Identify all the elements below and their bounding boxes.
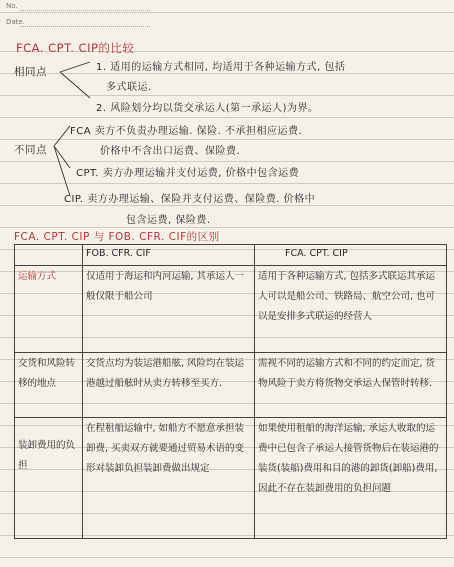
diff-brace-icon bbox=[52, 122, 72, 200]
fca-line-2: 价格中不含出口运费、保险费. bbox=[100, 146, 241, 157]
row-cell-fob: 交货点均为装运港船舷, 风险均在装运港越过船舷时从卖方转移至买方. bbox=[83, 353, 255, 418]
row-label: 装卸费用的负担 bbox=[15, 418, 83, 539]
date-label: Date. bbox=[6, 18, 25, 26]
same-item-1: 1. 适用的运输方式相同, 均适用于各种运输方式, 包括 bbox=[96, 62, 346, 73]
date-line bbox=[20, 26, 150, 27]
row-cell-fca: 需视不同的运输方式和不同的约定而定, 货物风险于卖方将货物交承运人保管时转移. bbox=[255, 353, 447, 418]
same-item-1-cont: 多式联运. bbox=[106, 82, 152, 93]
header-cell-fca: FCA. CPT. CIP bbox=[255, 245, 447, 266]
same-label: 相同点 bbox=[14, 66, 47, 78]
page-title: FCA. CPT. CIP的比较 bbox=[16, 41, 135, 55]
row-cell-fob: 仅适用于海运和内河运输, 其承运人一般仅限于船公司 bbox=[83, 266, 255, 353]
table-row bbox=[15, 266, 447, 353]
cpt-line: CPT. 卖方办理运输并支付运费, 价格中包含运费 bbox=[76, 168, 300, 179]
table-row bbox=[15, 418, 447, 539]
header-cell-fob: FOB. CFR. CIF bbox=[83, 245, 255, 266]
diff-label: 不同点 bbox=[14, 144, 47, 156]
row-label: 交货和风险转移的地点 bbox=[15, 353, 83, 418]
same-item-2: 2. 风险划分均以货交承运人(第一承运人)为界。 bbox=[96, 103, 319, 114]
row-cell-fca: 适用于各种运输方式, 包括多式联运其承运人可以是船公司、铁路局、航空公司, 也可以是安排多式联运的经营人 bbox=[255, 266, 447, 353]
no-line bbox=[20, 10, 150, 11]
cip-line-2: 包含运费, 保险费. bbox=[126, 215, 211, 226]
row-cell-fca: 如果使用租船的海洋运输, 承运人收取的运费中已包含了承运人接管货物后在装运港的装货(装船)费用和目的港的卸货(卸船)费用, 因此不存在装卸费用的负担问题 bbox=[255, 418, 447, 539]
section-2-title: FCA. CPT. CIP 与 FOB. CFR. CIF的区别 bbox=[14, 231, 220, 243]
row-cell-fob: 在程租船运输中, 如船方不愿意承担装卸费, 买卖双方就要通过贸易术语的变形对装卸负担装卸费做出规定 bbox=[83, 418, 255, 539]
cip-line-1: CIP. 卖方办理运输、保险并支付运费、保险费. 价格中 bbox=[64, 194, 316, 205]
row-label: 运输方式 bbox=[15, 266, 83, 353]
table-row bbox=[15, 353, 447, 418]
fca-line-1: FCA 卖方不负责办理运输. 保险. 不承担相应运费. bbox=[70, 126, 303, 137]
same-brace-icon bbox=[58, 58, 94, 104]
comparison-table bbox=[14, 244, 447, 539]
no-label: No. bbox=[6, 2, 18, 10]
table-header-row bbox=[15, 245, 447, 266]
header-cell-empty bbox=[15, 245, 83, 266]
